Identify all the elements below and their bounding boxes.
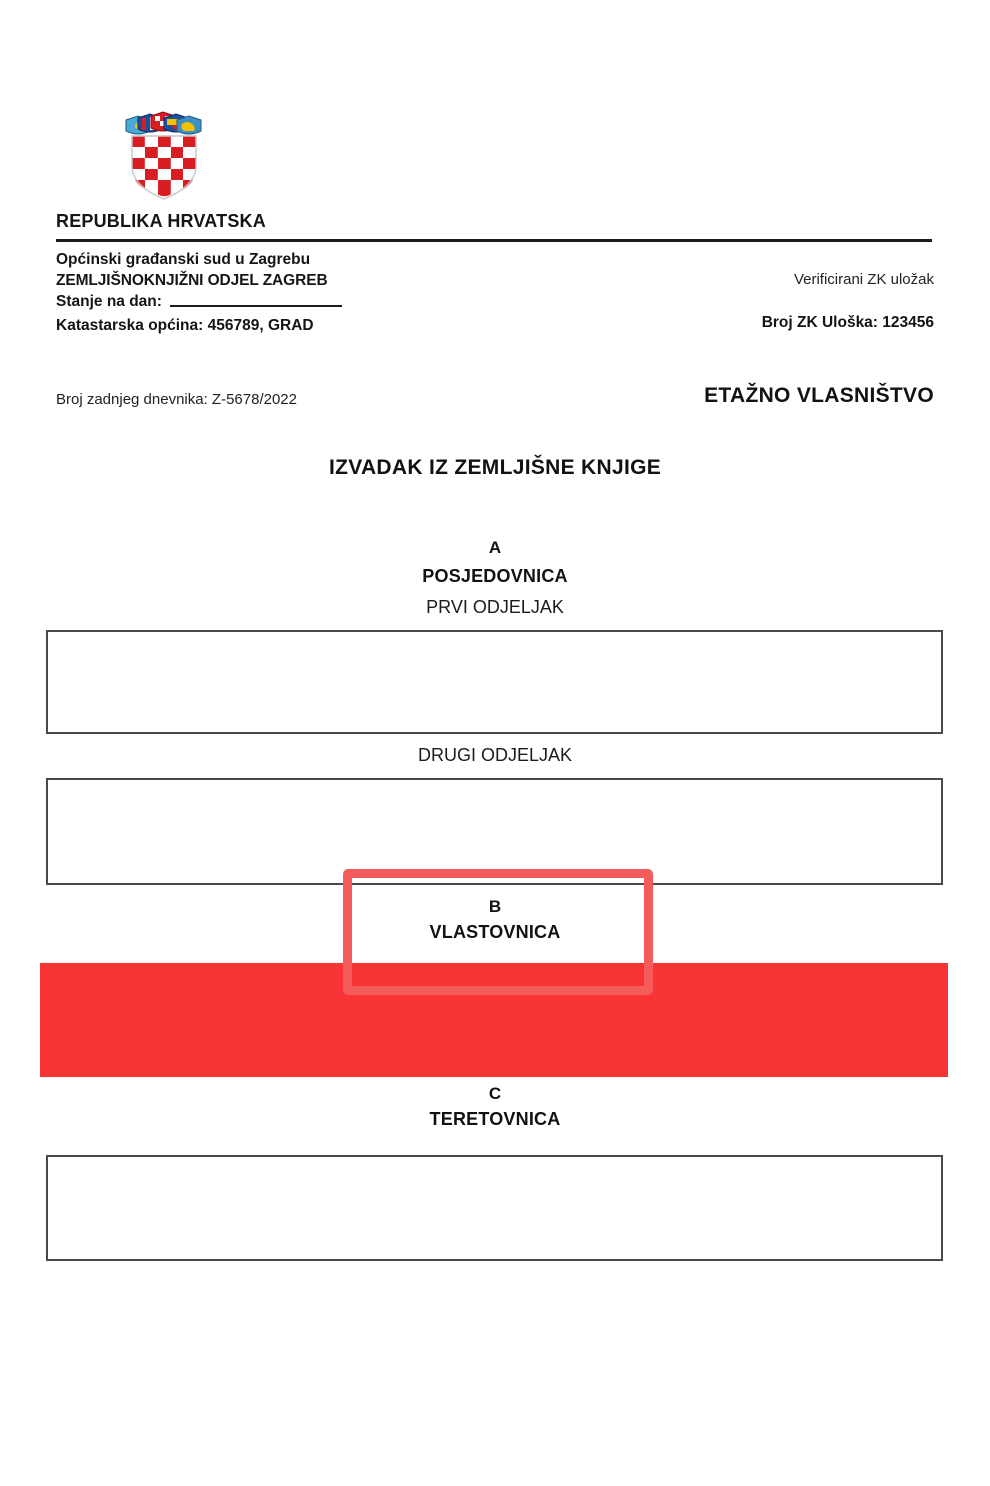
state-as-of-row [56,293,342,311]
content-box-prvi-odjeljak[interactable] [46,630,943,734]
state-as-of-label: Stanje na dan: [56,293,162,310]
section-name-vlastovnica: VLASTOVNICA [429,922,561,942]
state-as-of-blank-line[interactable] [170,304,342,307]
verified-extract-label: Verificirani ZK uložak [793,271,934,288]
subsection-label-prvi-odjeljak: PRVI ODJELJAK [426,597,564,617]
department-name: ZEMLJIŠNOKNJIŽNI ODJEL ZAGREB [56,272,328,289]
content-box-teretovnica[interactable] [46,1155,943,1261]
section-name-posjedovnica: POSJEDOVNICA [422,566,568,586]
section-name-teretovnica: TERETOVNICA [429,1109,561,1129]
redaction-bar-vlastovnica [40,963,948,1077]
folio-number: Broj ZK Uloška: 123456 [761,314,934,331]
section-letter-a: A [488,538,502,557]
court-name: Općinski građanski sud u Zagrebu [56,251,311,268]
section-letter-c: C [488,1084,502,1103]
subsection-label-drugi-odjeljak: DRUGI ODJELJAK [417,745,573,765]
header-divider [56,239,932,242]
page-title: IZVADAK IZ ZEMLJIŠNE KNJIGE [328,456,662,479]
cadastral-municipality: Katastarska općina: 456789, GRAD [56,317,314,334]
ownership-type: ETAŽNO VLASNIŠTVO [704,384,934,407]
last-journal-number: Broj zadnjeg dnevnika: Z-5678/2022 [56,391,297,408]
content-box-drugi-odjeljak[interactable] [46,778,943,885]
country-heading: REPUBLIKA HRVATSKA [56,211,266,231]
section-letter-b: B [488,897,502,916]
croatian-coat-of-arms-icon [124,104,204,202]
